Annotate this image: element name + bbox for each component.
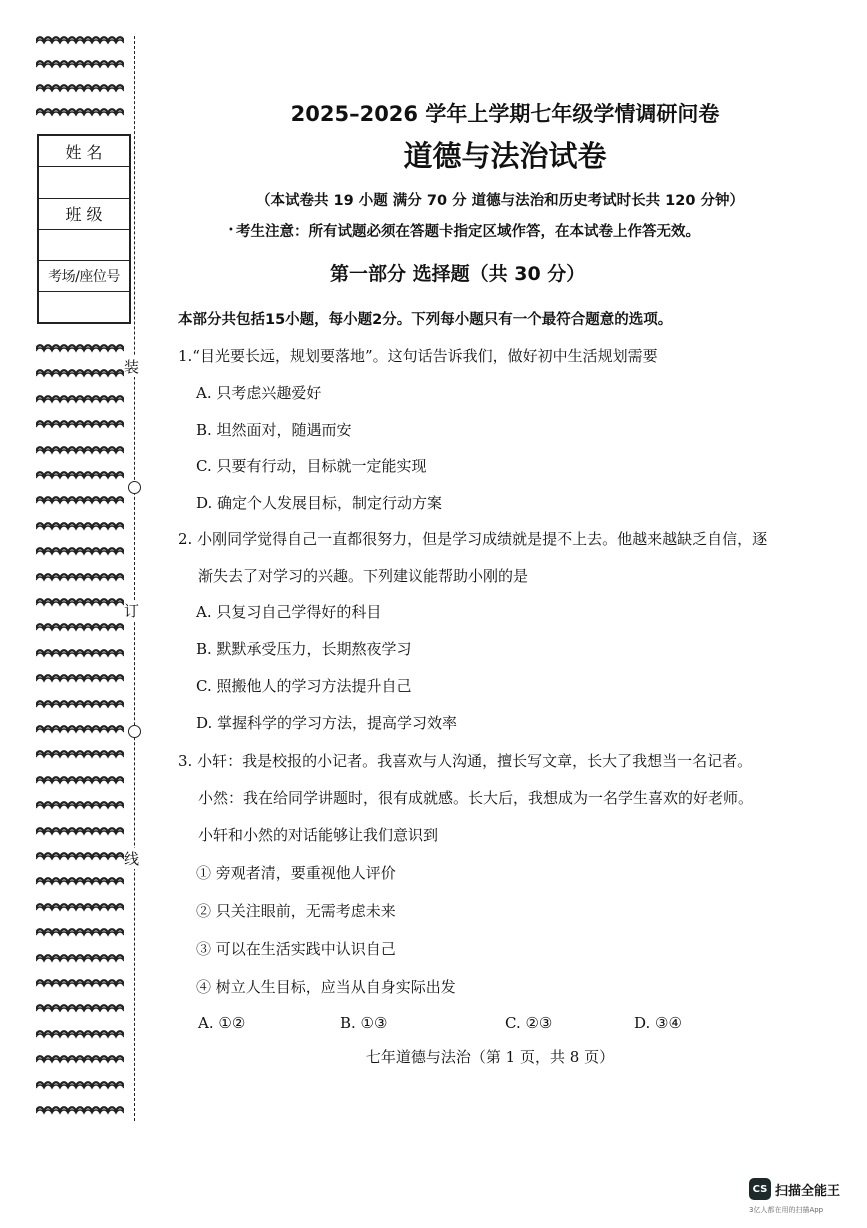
question-3-stem-cont: 小轩和小然的对话能够让我们意识到 <box>198 826 439 844</box>
decorative-wave-border <box>36 852 124 862</box>
decorative-wave-border <box>36 84 124 94</box>
decorative-wave-border <box>36 674 124 684</box>
scanner-tagline: 3亿人都在用的扫描App <box>749 1206 824 1214</box>
decorative-wave-border <box>36 395 124 405</box>
class-label: 班 级 <box>39 199 129 230</box>
section-heading: 第一部分 选择题（共 30 分） <box>330 263 586 285</box>
decorative-wave-border <box>36 446 124 456</box>
binding-char-xian: 线 <box>124 850 140 868</box>
section-intro: 本部分共包括15小题，每小题2分。下列每小题只有一个最符合题意的选项。 <box>178 312 673 328</box>
question-1-option-c: C. 只要有行动，目标就一定能实现 <box>196 457 427 475</box>
decorative-wave-border <box>36 928 124 938</box>
class-field[interactable] <box>39 230 129 261</box>
cs-logo-icon: CS <box>749 1178 771 1200</box>
exam-year-title: 2025–2026 学年上学期七年级学情调研问卷 <box>290 102 720 126</box>
question-3-statement-1: ① 旁观者清，要重视他人评价 <box>196 864 396 882</box>
name-label: 姓 名 <box>39 136 129 167</box>
decorative-wave-border <box>36 496 124 506</box>
question-2-option-d: D. 掌握科学的学习方法，提高学习效率 <box>196 714 458 732</box>
decorative-wave-border <box>36 420 124 430</box>
decorative-wave-border <box>36 344 124 354</box>
notice-dot-icon: • <box>228 225 234 236</box>
question-3-choice-d: D. ③④ <box>634 1014 682 1032</box>
decorative-wave-border <box>36 522 124 532</box>
question-2-option-b: B. 默默承受压力，长期熬夜学习 <box>196 640 412 658</box>
question-1-option-a: A. 只考虑兴趣爱好 <box>196 384 322 402</box>
question-3-choice-c: C. ②③ <box>505 1014 553 1032</box>
exam-info: （本试卷共 19 小题 满分 70 分 道德与法治和历史考试时长共 120 分钟） <box>255 193 744 209</box>
decorative-wave-border <box>36 979 124 989</box>
question-2-stem: 2. 小刚同学觉得自己一直都很努力，但是学习成绩就是提不上去。他越来越缺乏自信，逐 <box>178 530 768 548</box>
decorative-wave-border <box>36 700 124 710</box>
decorative-wave-border <box>36 827 124 837</box>
question-3-statement-3: ③ 可以在生活实践中认识自己 <box>196 940 396 958</box>
decorative-wave-border <box>36 725 124 735</box>
binding-hole <box>128 725 141 738</box>
decorative-wave-border <box>36 471 124 481</box>
decorative-wave-border <box>36 1030 124 1040</box>
question-3-stem-cont: 小然：我在给同学讲题时，很有成就感。长大后，我想成为一名学生喜欢的好老师。 <box>198 789 754 807</box>
binding-char-zhuang: 装 <box>124 358 140 376</box>
page-footer: 七年道德与法治（第 1 页，共 8 页） <box>365 1048 615 1066</box>
question-3-stem: 3. 小轩：我是校报的小记者。我喜欢与人沟通，擅长写文章，长大了我想当一名记者。 <box>178 752 753 770</box>
decorative-wave-border <box>36 649 124 659</box>
subject-title: 道德与法治试卷 <box>403 139 607 173</box>
decorative-wave-border <box>36 108 124 118</box>
binding-char-ding: 订 <box>124 602 140 620</box>
decorative-wave-border <box>36 369 124 379</box>
decorative-wave-border <box>36 1081 124 1091</box>
question-3-statement-4: ④ 树立人生目标，应当从自身实际出发 <box>196 978 456 996</box>
decorative-wave-border <box>36 776 124 786</box>
question-3-choice-b: B. ①③ <box>340 1014 388 1032</box>
decorative-wave-border <box>36 801 124 811</box>
decorative-wave-border <box>36 1106 124 1116</box>
student-info-table <box>37 134 131 324</box>
room-seat-field[interactable] <box>39 292 129 323</box>
decorative-wave-border <box>36 750 124 760</box>
question-1-stem: 1.“目光要长远，规划要落地”。这句话告诉我们，做好初中生活规划需要 <box>178 347 658 365</box>
decorative-wave-border <box>36 60 124 70</box>
binding-dashed-line <box>134 36 135 1121</box>
question-2-stem-cont: 渐失去了对学习的兴趣。下列建议能帮助小刚的是 <box>198 567 529 585</box>
question-2-option-c: C. 照搬他人的学习方法提升自己 <box>196 677 412 695</box>
decorative-wave-border <box>36 547 124 557</box>
question-1-option-d: D. 确定个人发展目标，制定行动方案 <box>196 494 443 512</box>
decorative-wave-border <box>36 573 124 583</box>
scanner-watermark <box>749 1178 859 1218</box>
name-field[interactable] <box>39 167 129 198</box>
decorative-wave-border <box>36 903 124 913</box>
binding-hole <box>128 481 141 494</box>
decorative-wave-border <box>36 877 124 887</box>
exam-notice: 考生注意：所有试题必须在答题卡指定区域作答，在本试卷上作答无效。 <box>236 224 700 240</box>
decorative-wave-border <box>36 36 124 46</box>
decorative-wave-border <box>36 623 124 633</box>
question-2-option-a: A. 只复习自己学得好的科目 <box>196 603 382 621</box>
question-3-statement-2: ② 只关注眼前，无需考虑未来 <box>196 902 396 920</box>
room-seat-label: 考场/座位号 <box>39 261 129 292</box>
decorative-wave-border <box>36 598 124 608</box>
question-3-choice-a: A. ①② <box>198 1014 246 1032</box>
question-1-option-b: B. 坦然面对，随遇而安 <box>196 421 352 439</box>
decorative-wave-border <box>36 954 124 964</box>
decorative-wave-border <box>36 1055 124 1065</box>
scanner-app-name: 扫描全能王 <box>775 1184 841 1199</box>
decorative-wave-border <box>36 1004 124 1014</box>
